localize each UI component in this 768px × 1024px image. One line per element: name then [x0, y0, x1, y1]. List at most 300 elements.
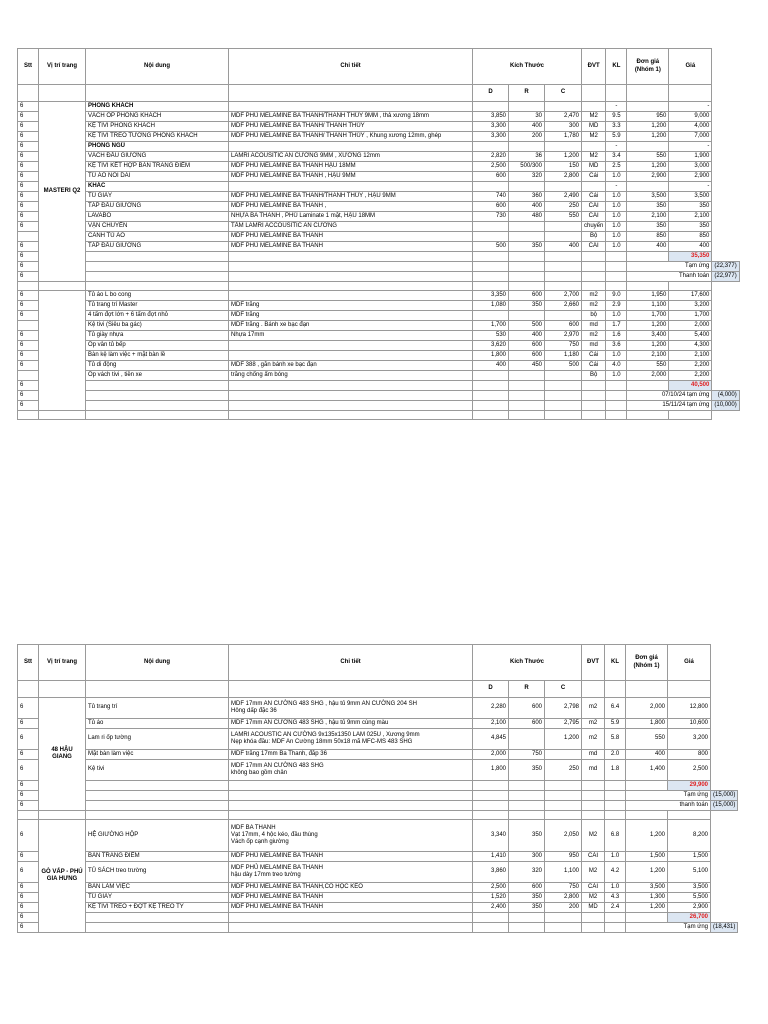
- header-row: [18, 645, 738, 681]
- empty-cell: [229, 282, 473, 291]
- payment-label: 07/10/24 tạm ứng: [627, 391, 712, 401]
- chitiet-cell: trắng chống ẩm bóng: [229, 371, 473, 381]
- dim-d-cell: 3,340: [473, 820, 509, 852]
- empty-cell: [606, 262, 627, 272]
- price-cell: 350: [669, 202, 712, 212]
- empty-cell: [545, 401, 582, 411]
- qty-cell: 4.3: [605, 893, 626, 903]
- empty-cell: [545, 252, 582, 262]
- dim-d-cell: 1,520: [473, 893, 509, 903]
- qty-cell: 1.0: [605, 883, 626, 893]
- empty-cell: [627, 381, 669, 391]
- empty-cell: [627, 282, 669, 291]
- qty-cell: 1.0: [606, 232, 627, 242]
- noidung-cell: Bàn kệ làm việc + mặt bàn lề: [86, 351, 229, 361]
- dim-c-cell: 1,100: [545, 862, 582, 883]
- subheader-empty: [669, 85, 712, 102]
- empty-cell: [545, 923, 582, 933]
- stt-cell: 6: [18, 222, 39, 232]
- dim-c-cell: 2,970: [545, 331, 582, 341]
- payment-value: (15,000): [711, 801, 738, 811]
- noidung-cell: Tủ áo: [86, 719, 229, 729]
- stt-cell: 6: [18, 913, 39, 923]
- empty-cell: [473, 791, 509, 801]
- noidung-cell: HỆ GIƯỜNG HỘP: [86, 820, 229, 852]
- dim-r-cell: 480: [509, 212, 545, 222]
- qty-cell: 1.0: [606, 212, 627, 222]
- empty-cell: [39, 811, 86, 820]
- stt-cell: 6: [18, 862, 39, 883]
- stt-cell: 6: [18, 698, 39, 719]
- stt-cell: 6: [18, 182, 39, 192]
- dim-r-cell: 350: [509, 820, 545, 852]
- location-cell: MASTERI Q2: [39, 102, 86, 282]
- price-cell: 3,200: [668, 729, 711, 750]
- payment-value: (4,000): [712, 391, 739, 401]
- payment-row: [18, 262, 740, 272]
- dim-r-cell: 600: [509, 883, 545, 893]
- stt-cell: [18, 321, 39, 331]
- empty-cell: [473, 411, 509, 420]
- empty-cell: [545, 801, 582, 811]
- price-cell: 2,100: [669, 212, 712, 222]
- dim-c-cell: 250: [545, 202, 582, 212]
- price-cell: 2,900: [668, 903, 711, 913]
- table-row: [18, 698, 738, 719]
- empty-cell: [509, 923, 545, 933]
- unit-price-cell: 950: [627, 112, 669, 122]
- price-cell: 850: [669, 232, 712, 242]
- header-kichthuoc: Kích Thước: [473, 645, 582, 681]
- dim-c-cell: [545, 232, 582, 242]
- empty-cell: [229, 801, 473, 811]
- empty-cell: [545, 913, 582, 923]
- total-amount: 40,500: [669, 381, 712, 391]
- noidung-cell: Kệ tivi: [86, 760, 229, 781]
- dim-r-cell: [509, 222, 545, 232]
- price-cell: 4,300: [669, 341, 712, 351]
- table-row: [18, 102, 740, 112]
- header-vitri: Vị trí trang: [39, 645, 86, 681]
- qty-cell: -: [606, 142, 627, 152]
- price-cell: 12,800: [668, 698, 711, 719]
- header-d: D: [473, 681, 509, 698]
- price-cell: 1,900: [669, 152, 712, 162]
- stt-cell: [18, 232, 39, 242]
- dim-d-cell: 740: [473, 192, 509, 202]
- empty-cell: [86, 252, 229, 262]
- header-d: D: [473, 85, 509, 102]
- qty-cell: 5.8: [605, 729, 626, 750]
- stt-cell: 6: [18, 381, 39, 391]
- unit-price-cell: 1,800: [626, 719, 668, 729]
- qty-cell: 5.9: [606, 132, 627, 142]
- quote-table-top: [17, 48, 740, 420]
- header-noidung: Nội dung: [86, 645, 229, 681]
- noidung-cell: CÁNH TỦ ÁO: [86, 232, 229, 242]
- price-cell: 1,500: [668, 852, 711, 862]
- header-kichthuoc: Kích Thước: [473, 49, 582, 85]
- unit-price-cell: 1,200: [627, 341, 669, 351]
- dim-c-cell: 1,200: [545, 152, 582, 162]
- table-row: [18, 331, 740, 341]
- empty-cell: [229, 923, 473, 933]
- noidung-cell: TÁP ĐẦU GIƯỜNG: [86, 242, 229, 252]
- empty-cell: [606, 401, 627, 411]
- unit-cell: md: [582, 341, 606, 351]
- table-row: [18, 142, 740, 152]
- noidung-cell: KỆ TIVI PHÒNG KHÁCH: [86, 122, 229, 132]
- dim-c-cell: 250: [545, 760, 582, 781]
- empty-cell: [473, 252, 509, 262]
- dim-d-cell: 1,080: [473, 301, 509, 311]
- price-cell: 3,200: [669, 301, 712, 311]
- stt-cell: 6: [18, 122, 39, 132]
- unit-cell: M2: [582, 893, 605, 903]
- unit-price-cell: 1,700: [627, 311, 669, 321]
- chitiet-cell: MDF 17mm AN CƯỜNG 483 SHG , hậu tủ 9mm AN CƯỜNG 204 SH Hông dấp đặc 36: [229, 698, 473, 719]
- chitiet-cell: MDF trắng . Bánh xe bạc đạn: [229, 321, 473, 331]
- stt-cell: 6: [18, 361, 39, 371]
- dim-c-cell: 750: [545, 883, 582, 893]
- noidung-cell: Kệ tivi (Siêu ba gác): [86, 321, 229, 331]
- stt-cell: 6: [18, 760, 39, 781]
- noidung-cell: TỦ GIÀY: [86, 192, 229, 202]
- header-noidung: Nội dung: [86, 49, 229, 85]
- payment-label: Tạm ứng: [626, 791, 711, 801]
- noidung-cell: VẬN CHUYỂN: [86, 222, 229, 232]
- unit-cell: bộ: [582, 311, 606, 321]
- unit-cell: [582, 102, 606, 112]
- subheader-empty: [229, 85, 473, 102]
- dim-c-cell: 750: [545, 341, 582, 351]
- qty-cell: -: [606, 182, 627, 192]
- subheader-empty: [39, 85, 86, 102]
- table-row: [18, 152, 740, 162]
- dim-c-cell: 150: [545, 162, 582, 172]
- chitiet-cell: [229, 102, 473, 112]
- header-row: [18, 49, 740, 85]
- noidung-cell: Ốp vách tivi , tiền xe: [86, 371, 229, 381]
- unit-price-cell: 1,200: [627, 132, 669, 142]
- empty-cell: [86, 913, 229, 923]
- chitiet-cell: [229, 291, 473, 301]
- empty-cell: [545, 262, 582, 272]
- unit-cell: m2: [582, 698, 605, 719]
- dim-d-cell: 3,350: [473, 291, 509, 301]
- subheader-empty: [626, 681, 668, 698]
- empty-cell: [229, 401, 473, 411]
- dim-d-cell: [473, 232, 509, 242]
- price-cell: 3,500: [669, 192, 712, 202]
- empty-cell: [86, 282, 229, 291]
- chitiet-cell: MDF PHỦ MELAMINE BA THANH: [229, 893, 473, 903]
- unit-price-cell: 1,200: [626, 862, 668, 883]
- chitiet-cell: MDF PHỦ MELAMINE BA THANH hậu dày 17mm treo tường: [229, 862, 473, 883]
- unit-cell: CÁI: [582, 202, 606, 212]
- dim-r-cell: 30: [509, 112, 545, 122]
- stt-cell: 6: [18, 341, 39, 351]
- qty-cell: 1.0: [605, 852, 626, 862]
- dim-d-cell: 3,850: [473, 112, 509, 122]
- dim-c-cell: 600: [545, 321, 582, 331]
- qty-cell: 3.6: [606, 341, 627, 351]
- empty-cell: [509, 262, 545, 272]
- empty-cell: [545, 791, 582, 801]
- header-dvt: ĐVT: [582, 49, 606, 85]
- empty-cell: [473, 282, 509, 291]
- qty-cell: 2.0: [605, 750, 626, 760]
- total-row: [18, 781, 738, 791]
- subheader-empty: [39, 681, 86, 698]
- dim-c-cell: 2,798: [545, 698, 582, 719]
- unit-price-cell: 2,100: [627, 351, 669, 361]
- qty-cell: 2.9: [606, 301, 627, 311]
- dim-d-cell: 500: [473, 242, 509, 252]
- empty-cell: [669, 282, 712, 291]
- unit-cell: M2: [582, 152, 606, 162]
- dim-d-cell: 2,280: [473, 698, 509, 719]
- unit-price-cell: 1,200: [626, 903, 668, 913]
- spacer-row: [18, 282, 740, 291]
- dim-d-cell: 400: [473, 361, 509, 371]
- table-row: [18, 883, 738, 893]
- empty-cell: [86, 781, 229, 791]
- dim-d-cell: 600: [473, 172, 509, 182]
- header-chitiet: Chi tiết: [229, 645, 473, 681]
- empty-cell: [86, 801, 229, 811]
- stt-cell: 6: [18, 192, 39, 202]
- unit-price-cell: 1,200: [627, 321, 669, 331]
- header-c: C: [545, 681, 582, 698]
- table-row: [18, 122, 740, 132]
- noidung-cell: KHÁC: [86, 182, 229, 192]
- stt-cell: 6: [18, 172, 39, 182]
- price-cell: 10,600: [668, 719, 711, 729]
- dim-r-cell: [509, 729, 545, 750]
- table-row: [18, 172, 740, 182]
- empty-cell: [86, 381, 229, 391]
- dim-d-cell: 2,500: [473, 162, 509, 172]
- unit-cell: MD: [582, 122, 606, 132]
- qty-cell: 1.0: [606, 202, 627, 212]
- total-row: [18, 252, 740, 262]
- dim-r-cell: 600: [509, 698, 545, 719]
- unit-price-cell: 2,100: [627, 212, 669, 222]
- header-gia: Giá: [669, 49, 712, 85]
- price-cell: 2,500: [668, 760, 711, 781]
- empty-cell: [509, 791, 545, 801]
- empty-cell: [18, 282, 39, 291]
- empty-cell: [509, 801, 545, 811]
- dim-c-cell: 400: [545, 242, 582, 252]
- table-row: [18, 311, 740, 321]
- dim-r-cell: 600: [509, 719, 545, 729]
- empty-cell: [545, 282, 582, 291]
- dim-c-cell: 2,050: [545, 820, 582, 852]
- stt-cell: 6: [18, 202, 39, 212]
- price-cell: 5,400: [669, 331, 712, 341]
- stt-cell: 6: [18, 262, 39, 272]
- dim-r-cell: [509, 371, 545, 381]
- empty-cell: [39, 282, 86, 291]
- unit-price-cell: 2,000: [627, 371, 669, 381]
- chitiet-cell: [229, 182, 473, 192]
- stt-cell: 6: [18, 291, 39, 301]
- dim-d-cell: [473, 182, 509, 192]
- empty-cell: [606, 272, 627, 282]
- empty-cell: [626, 781, 668, 791]
- stt-cell: 6: [18, 801, 39, 811]
- price-cell: -: [669, 102, 712, 112]
- payment-value: (15,000): [711, 791, 738, 801]
- dim-d-cell: 2,000: [473, 750, 509, 760]
- dim-c-cell: 200: [545, 903, 582, 913]
- empty-cell: [582, 391, 606, 401]
- qty-cell: 9.0: [606, 291, 627, 301]
- noidung-cell: KỆ TIVI TREO + ĐỢT KỆ TREO TY: [86, 903, 229, 913]
- header-r: R: [509, 85, 545, 102]
- price-cell: 2,100: [669, 351, 712, 361]
- qty-cell: 6.8: [605, 820, 626, 852]
- unit-cell: MD: [582, 162, 606, 172]
- dim-r-cell: 350: [509, 903, 545, 913]
- noidung-cell: Tủ trang trí Master: [86, 301, 229, 311]
- empty-cell: [605, 781, 626, 791]
- dim-c-cell: [545, 182, 582, 192]
- chitiet-cell: MDF 17mm AN CƯỜNG 483 SHG không bao gồm chân: [229, 760, 473, 781]
- chitiet-cell: [229, 341, 473, 351]
- noidung-cell: PHÒNG NGỦ: [86, 142, 229, 152]
- dim-r-cell: 600: [509, 291, 545, 301]
- dim-d-cell: 600: [473, 202, 509, 212]
- unit-price-cell: 1,400: [626, 760, 668, 781]
- qty-cell: 6.4: [605, 698, 626, 719]
- dim-d-cell: 3,860: [473, 862, 509, 883]
- empty-cell: [582, 401, 606, 411]
- stt-cell: 6: [18, 719, 39, 729]
- table-row: [18, 760, 738, 781]
- dim-r-cell: 320: [509, 862, 545, 883]
- dim-c-cell: 550: [545, 212, 582, 222]
- unit-cell: M2: [582, 112, 606, 122]
- chitiet-cell: MDF trắng: [229, 311, 473, 321]
- unit-price-cell: [627, 102, 669, 112]
- empty-cell: [473, 811, 509, 820]
- empty-cell: [606, 282, 627, 291]
- dim-d-cell: 4,845: [473, 729, 509, 750]
- dim-c-cell: [545, 750, 582, 760]
- empty-cell: [229, 791, 473, 801]
- unit-cell: [582, 182, 606, 192]
- price-cell: 3,000: [669, 162, 712, 172]
- dim-c-cell: 2,700: [545, 291, 582, 301]
- stt-cell: 6: [18, 272, 39, 282]
- chitiet-cell: MDF PHỦ MELAMINE BA THANH , HẬU 9MM: [229, 172, 473, 182]
- table-row: [18, 750, 738, 760]
- chitiet-cell: [229, 142, 473, 152]
- chitiet-cell: MDF PHỦ MELAMINE BA THANH/THANH THỦY , HẬU 9MM: [229, 192, 473, 202]
- empty-cell: [473, 381, 509, 391]
- empty-cell: [509, 401, 545, 411]
- unit-price-cell: 350: [627, 202, 669, 212]
- unit-cell: [582, 142, 606, 152]
- dim-r-cell: [509, 182, 545, 192]
- qty-cell: 3.4: [606, 152, 627, 162]
- unit-cell: M2: [582, 820, 605, 852]
- empty-cell: [229, 381, 473, 391]
- payment-label: Thanh toán: [627, 272, 712, 282]
- stt-cell: 6: [18, 923, 39, 933]
- stt-cell: 6: [18, 301, 39, 311]
- dim-c-cell: 500: [545, 361, 582, 371]
- dim-r-cell: 200: [509, 132, 545, 142]
- empty-cell: [229, 391, 473, 401]
- dim-r-cell: 350: [509, 242, 545, 252]
- unit-cell: M2: [582, 132, 606, 142]
- stt-cell: 6: [18, 852, 39, 862]
- empty-cell: [605, 923, 626, 933]
- header-kl: KL: [606, 49, 627, 85]
- empty-cell: [582, 411, 606, 420]
- price-cell: 2,900: [669, 172, 712, 182]
- dim-d-cell: 730: [473, 212, 509, 222]
- dim-r-cell: 600: [509, 341, 545, 351]
- dim-r-cell: [509, 102, 545, 112]
- dim-c-cell: 1,200: [545, 729, 582, 750]
- subheader-empty: [86, 681, 229, 698]
- empty-cell: [627, 252, 669, 262]
- unit-price-cell: 2,000: [626, 698, 668, 719]
- price-cell: 350: [669, 222, 712, 232]
- table-row: [18, 371, 740, 381]
- empty-cell: [509, 381, 545, 391]
- subheader-empty: [86, 85, 229, 102]
- empty-cell: [545, 781, 582, 791]
- subheader-empty: [627, 85, 669, 102]
- table-row: [18, 903, 738, 913]
- table-row: [18, 321, 740, 331]
- unit-cell: md: [582, 750, 605, 760]
- dim-d-cell: 3,300: [473, 132, 509, 142]
- dim-c-cell: 950: [545, 852, 582, 862]
- empty-cell: [605, 791, 626, 801]
- noidung-cell: Ốp vân tủ bếp: [86, 341, 229, 351]
- dim-c-cell: [545, 311, 582, 321]
- dim-d-cell: 530: [473, 331, 509, 341]
- noidung-cell: LAVABO: [86, 212, 229, 222]
- dim-d-cell: 3,300: [473, 122, 509, 132]
- table-row: [18, 132, 740, 142]
- dim-r-cell: 500/300: [509, 162, 545, 172]
- unit-cell: Cái: [582, 361, 606, 371]
- noidung-cell: TỦ GIÀY: [86, 893, 229, 903]
- unit-cell: Bộ: [582, 371, 606, 381]
- dim-d-cell: 1,700: [473, 321, 509, 331]
- noidung-cell: PHÒNG KHÁCH: [86, 102, 229, 112]
- table-row: [18, 232, 740, 242]
- empty-cell: [229, 252, 473, 262]
- chitiet-cell: MDF trắng 17mm Ba Thanh, đắp 36: [229, 750, 473, 760]
- unit-cell: MD: [582, 903, 605, 913]
- empty-cell: [669, 411, 712, 420]
- noidung-cell: BÀN TRANG ĐIỂM: [86, 852, 229, 862]
- unit-price-cell: 1,100: [627, 301, 669, 311]
- empty-cell: [473, 272, 509, 282]
- empty-cell: [509, 252, 545, 262]
- empty-cell: [509, 272, 545, 282]
- dim-r-cell: 400: [509, 331, 545, 341]
